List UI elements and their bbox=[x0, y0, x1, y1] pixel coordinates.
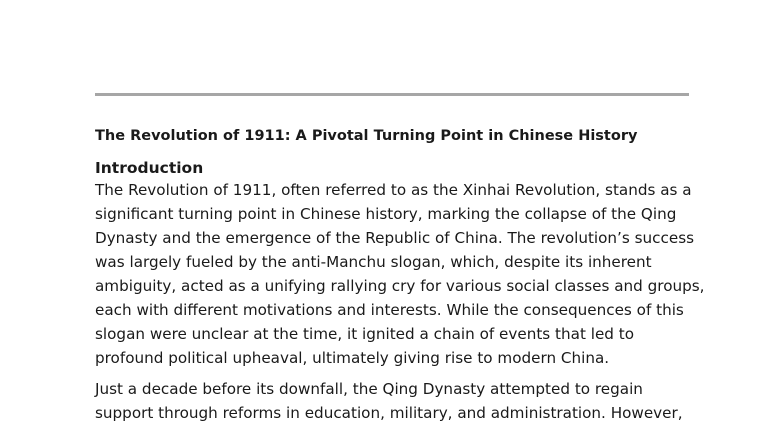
paragraph-line: was largely fueled by the anti-Manchu slogan, which, despite its inherent bbox=[95, 253, 652, 271]
paragraph-line: significant turning point in Chinese history, marking the collapse of the Qing bbox=[95, 205, 677, 223]
paragraph-line: The Revolution of 1911, often referred to as the Xinhai Revolution, stands as a bbox=[95, 181, 692, 199]
paragraph-line: Just a decade before its downfall, the Qing Dynasty attempted to regain bbox=[95, 380, 643, 398]
document-body bbox=[95, 126, 705, 432]
paragraph-line: each with different motivations and interests. While the consequences of this bbox=[95, 301, 684, 319]
paragraph-line: Dynasty and the emergence of the Republic of China. The revolution’s success bbox=[95, 229, 695, 247]
document-title: The Revolution of 1911: A Pivotal Turning Point in Chinese History bbox=[95, 128, 638, 144]
paragraph-2 bbox=[95, 377, 695, 425]
section-heading: Introduction bbox=[95, 159, 204, 177]
header-rule bbox=[95, 93, 689, 96]
paragraph-1 bbox=[95, 178, 705, 370]
paragraph-line: ambiguity, acted as a unifying rallying cry for various social classes and groups, bbox=[95, 277, 705, 295]
paragraph-line: profound political upheaval, ultimately giving rise to modern China. bbox=[95, 349, 610, 367]
paragraph-line: slogan were unclear at the time, it ignited a chain of events that led to bbox=[95, 325, 635, 343]
paragraph-line: support through reforms in education, military, and administration. However, bbox=[95, 404, 683, 422]
